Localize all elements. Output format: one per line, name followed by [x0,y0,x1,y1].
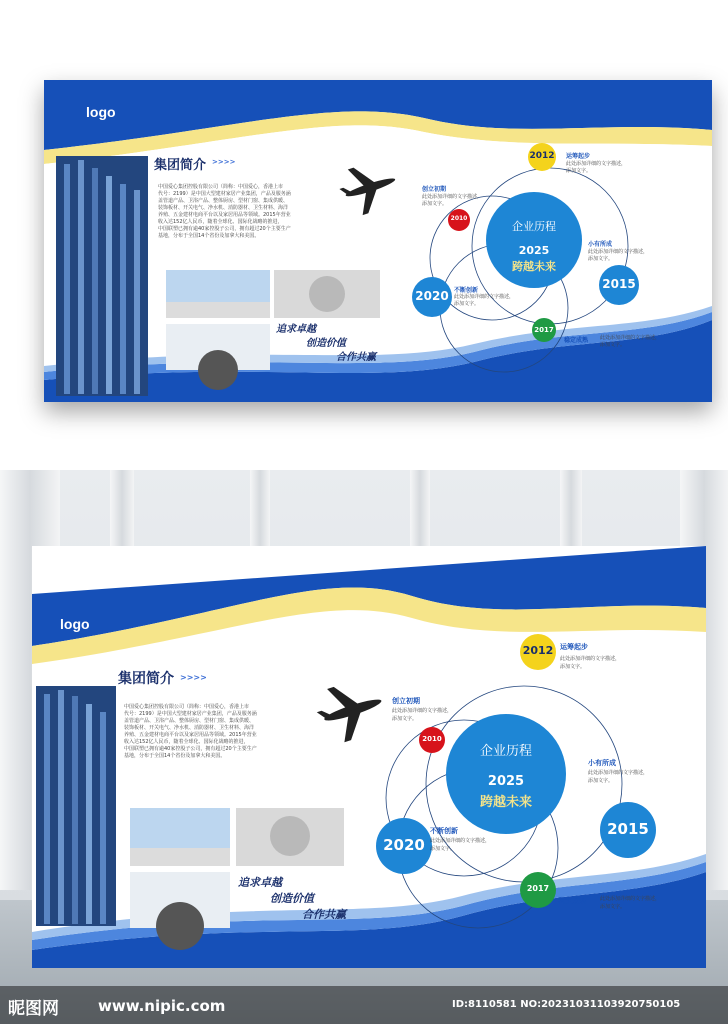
milestone-label: 运筹起步 [560,643,588,651]
milestone-year: 2017 [534,326,554,334]
milestone-desc: 此处添加详细的文字描述， [566,161,627,167]
watermark-id: ID:8110581 NO:20231031103920750105 [452,999,681,1010]
flat-preview [0,0,728,470]
section-title: 集团简介 [154,158,207,173]
milestone-desc: 此处添加详细的文字描述， [454,294,515,300]
intro-line: 基地，分布于全国14个省份及加拿大和美国。 [158,233,260,239]
center-title: 企业历程 [479,744,532,759]
milestone-year: 2012 [522,644,554,657]
milestone-desc: 添加文字。 [600,904,626,910]
milestone-label: 不断创新 [454,287,479,294]
intro-line: 中国联塑已拥有逾40家控股子公司，拥有超过20个主要生产 [158,226,291,232]
milestone-desc: 此处添加详细的文字描述， [560,656,621,662]
slogan-1: 追求卓越 [238,876,282,889]
milestone-year: 2010 [450,215,468,222]
intro-line: 装饰板材、开关电气、净水机、消防器材、卫生材料、海洋 [158,205,289,211]
milestone-label: 创立初期 [422,186,447,193]
intro-line: 盖管道产品、卫浴产品、整体厨房、型材门窗、集成供暖、 [158,198,289,204]
center-title: 企业历程 [512,220,556,233]
logo-text: logo [86,104,116,120]
milestone-year: 2015 [602,277,636,291]
milestone-label: 创立初期 [392,697,420,705]
center-year: 2025 [487,774,525,789]
watermark-url: www.nipic.com [98,997,226,1015]
milestone-year: 2012 [529,151,555,161]
center-subtitle: 跨越未来 [512,260,556,273]
milestone-desc: 添加文字。 [454,301,480,307]
intro-line: 收入达152亿人民币，随着全球化、国际化战略的推进， [158,219,283,225]
milestone-desc: 添加文字。 [560,664,586,670]
intro-line: 中国联塑已拥有逾40家控股子公司，拥有超过20个主要生产 [124,746,257,752]
milestone-desc: 此处添加详细的文字描述， [422,194,483,200]
milestone-label: 小有所成 [588,759,616,767]
milestone-desc: 添加文字。 [588,256,614,262]
intro-line: 养殖、五金建材电商平台以及家居用品等领域。2015年营业 [124,732,257,738]
intro-line: 基地，分布于全国14个省份及加拿大和美国。 [124,753,226,759]
milestone-desc: 此处添加详细的文字描述， [600,896,661,902]
milestone-label: 稳定成熟 [558,897,586,905]
intro-line: 盖管道产品、卫浴产品、整体厨房、型材门窗、集成供暖、 [124,718,255,724]
section-title: 集团简介 [118,671,174,687]
milestone-label: 不断创新 [430,827,458,835]
milestone-year: 2020 [383,836,425,854]
milestone-desc: 添加文字。 [566,168,592,174]
milestone-desc: 此处添加详细的文字描述， [600,335,661,341]
intro-text [124,704,300,760]
milestone-year: 2020 [415,289,449,303]
intro-line: 代号：2199）是中国大型建材家居产业集团，产品及服务涵 [124,711,257,717]
milestone-desc: 添加文字。 [392,716,418,722]
milestone-desc: 添加文字。 [422,201,448,207]
intro-line: 装饰板材、开关电气、净水机、消防器材、卫生材料、海洋 [124,725,255,731]
milestone-desc: 添加文字。 [600,342,626,348]
milestone-label: 稳定成熟 [564,337,589,344]
intro-line: 中国爱心集团控股有限公司（简称：中国爱心，香港上市 [124,704,250,710]
milestone-desc: 此处添加详细的文字描述， [588,770,649,776]
slogan-3: 合作共赢 [336,352,376,363]
intro-line: 中国爱心集团控股有限公司（简称：中国爱心，香港上市 [158,184,284,190]
intro-line: 收入达152亿人民币，随着全球化、国际化战略的推进， [124,739,249,745]
milestone-desc: 此处添加详细的文字描述， [392,708,453,714]
slogan-2: 创造价值 [306,338,346,349]
intro-text [158,184,318,240]
intro-line: 代号：2199）是中国大型建材家居产业集团，产品及服务涵 [158,191,291,197]
milestone-desc: 添加文字。 [430,846,456,852]
milestone-desc: 添加文字。 [588,778,614,784]
center-year: 2025 [518,244,550,257]
slogan-1: 追求卓越 [276,324,316,335]
board-flat [44,80,712,402]
milestone-year: 2015 [607,820,649,838]
logo-text: logo [60,616,90,632]
slogan-3: 合作共赢 [302,908,346,921]
title-arrows: >>>> [180,673,207,682]
milestone-desc: 此处添加详细的文字描述， [430,838,491,844]
title-arrows: >>>> [212,158,236,166]
milestone-year: 2010 [422,735,442,743]
milestone-desc: 此处添加详细的文字描述， [588,249,649,255]
center-subtitle: 跨越未来 [479,795,532,810]
watermark-bar [0,986,728,1024]
watermark-brand: 昵图网 [8,999,59,1019]
slogan-2: 创造价值 [270,892,314,905]
intro-line: 养殖、五金建材电商平台以及家居用品等领域。2015年营业 [158,212,291,218]
milestone-label: 运筹起步 [566,153,591,160]
milestone-year: 2017 [526,884,550,893]
milestone-label: 小有所成 [588,241,613,248]
board-mockup [32,546,706,968]
